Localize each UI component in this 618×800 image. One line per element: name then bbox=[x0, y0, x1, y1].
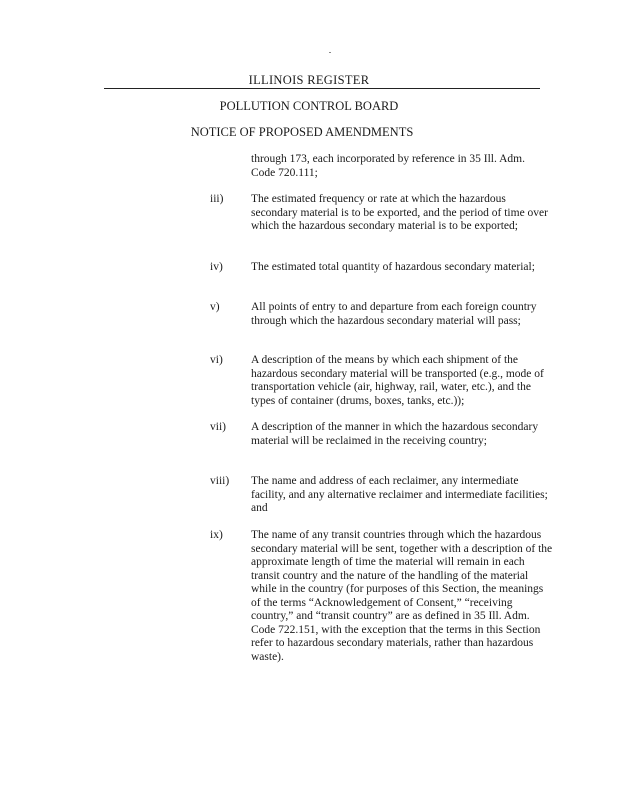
register-title: ILLINOIS REGISTER bbox=[248, 73, 370, 87]
item-text: The estimated total quantity of hazardous secondary material; bbox=[251, 261, 535, 273]
item-text: All points of entry to and departure from each foreign country through which the hazardous secondary material will pass; bbox=[251, 301, 537, 327]
item-text: A description of the means by which each shipment of the hazardous secondary material will be transported (e.g., mode of transportation vehicle (air, highway, rail, water, etc.), and the types of container (drums, boxes, tanks, etc.)); bbox=[251, 354, 544, 407]
item-text: A description of the manner in which the hazardous secondary material will be reclaimed in the receiving country; bbox=[251, 421, 539, 447]
item-text: The name and address of each reclaimer, any intermediate facility, and any alternative reclaimer and intermediate facilities; and bbox=[251, 475, 548, 514]
notice-title: NOTICE OF PROPOSED AMENDMENTS bbox=[190, 125, 414, 139]
header-rule bbox=[104, 88, 540, 89]
board-name: POLLUTION CONTROL BOARD bbox=[219, 99, 399, 113]
item-number: viii) bbox=[210, 475, 230, 487]
item-text: The estimated frequency or rate at which the hazardous secondary material is to be exported, and the period of time over which the hazardous secondary material is to be exported; bbox=[251, 193, 548, 232]
scan-speck bbox=[329, 52, 331, 53]
item-number: iii) bbox=[210, 193, 224, 205]
item-number: vi) bbox=[210, 354, 223, 366]
item-number: ix) bbox=[210, 529, 223, 541]
continuation-paragraph: through 173, each incorporated by reference in 35 Ill. Adm. Code 720.111; bbox=[251, 153, 525, 179]
item-number: v) bbox=[210, 301, 220, 313]
item-text: The name of any transit countries through which the hazardous secondary material will be sent, together with a description of the approximate length of time the material will remain in each transit country and the nature of the handling of the material while in the country (for purposes of this Section, the meanings of the terms “Acknowledgement of Consent,” “receiving country,” and “transit country” are as defined in 35 Ill. Adm. Code 722.151, with the exception that the terms in this Section refer to hazardous secondary materials, rather than hazardous waste). bbox=[251, 529, 553, 663]
item-number: iv) bbox=[210, 261, 223, 273]
item-number: vii) bbox=[210, 421, 226, 433]
